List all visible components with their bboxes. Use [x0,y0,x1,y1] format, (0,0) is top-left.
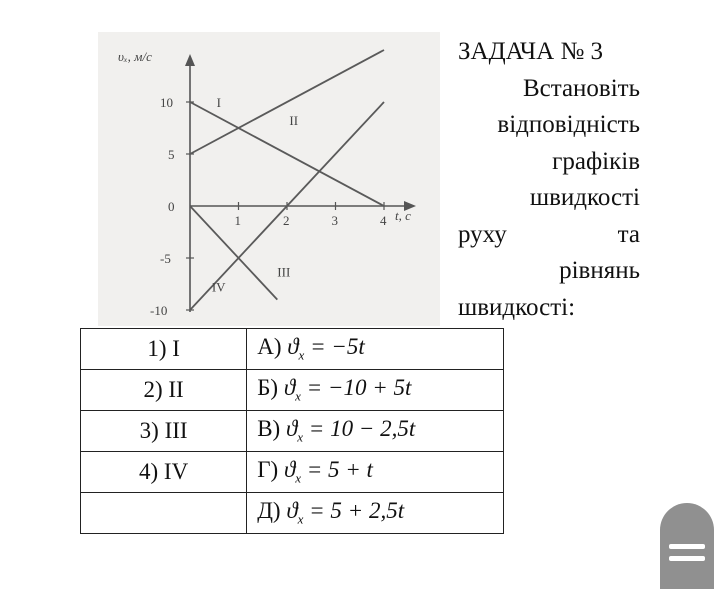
equation-rhs: = 5 + 2,5t [309,498,405,524]
velocity-symbol: $ϑ_x$ [285,416,304,445]
x-tick-label: 2 [283,213,290,228]
y-tick-label: -5 [160,251,171,266]
x-axis-label: t, с [395,208,411,223]
task-line-1: Встановіть [522,74,640,102]
velocity-chart [98,32,440,326]
task-line-5 [458,217,640,254]
equation-rhs: = −5t [310,334,365,360]
y-tick-label: 5 [168,147,175,162]
x-tick-label: 3 [331,213,338,228]
equation-rhs: = −10 + 5t [306,375,412,401]
menu-icon-top-bar [669,544,705,549]
velocity-symbol: $ϑ_x$ [286,498,304,527]
task-line-7: швидкості: [458,293,576,321]
table-row [81,329,504,370]
equation-letter: А) [257,334,282,360]
y-tick-label: -10 [150,303,168,318]
table-row [81,493,504,534]
velocity-symbol: $ϑ_x$ [283,457,302,486]
equation-rhs: = 10 − 2,5t [308,416,416,442]
equation-cell [247,452,504,493]
equation-cell [247,493,504,534]
series-label: I [216,95,222,111]
task-line-3: графіків [552,147,640,175]
graph-label-cell: 3) III [81,411,247,452]
equation-cell [247,329,504,370]
velocity-graph [98,32,440,326]
graph-label-cell: 2) II [81,370,247,411]
y-axis-label: υₓ, м/с [118,49,152,64]
task-line-6: рівнянь [559,257,640,284]
matching-table [80,328,504,534]
task-line-5-word-b: та [617,220,640,248]
menu-icon-bottom-bar [669,556,705,561]
equation-letter: В) [257,416,281,442]
task-line-4: швидкості [529,184,640,211]
series-label: III [277,264,291,280]
task-line-2: відповідність [497,111,640,138]
series-label: II [289,112,299,128]
task-line-5-word-a: руху [458,220,507,248]
equation-letter: Д) [257,498,281,524]
graph-label-cell [81,493,247,534]
series-line-i [190,102,384,206]
graph-label-cell: 1) I [81,329,247,370]
x-tick-label: 1 [234,213,241,228]
velocity-symbol: $ϑ_x$ [287,334,305,363]
equation-rhs: = 5 + t [306,457,373,483]
equation-letter: Г) [257,457,279,483]
x-tick-label: 4 [380,213,387,228]
equation-cell [247,411,504,452]
y-tick-label: 10 [160,95,173,110]
table-row [81,411,504,452]
menu-button[interactable] [660,503,714,589]
task-text [458,34,640,326]
velocity-symbol: $ϑ_x$ [283,375,301,404]
equation-cell [247,370,504,411]
y-axis-arrow [185,54,195,66]
task-title: ЗАДАЧА № 3 [458,38,604,65]
series-label: IV [211,279,226,295]
table-row [81,452,504,493]
graph-label-cell: 4) IV [81,452,247,493]
table-row [81,370,504,411]
equation-letter: Б) [257,375,279,401]
y-tick-label: 0 [168,199,175,214]
